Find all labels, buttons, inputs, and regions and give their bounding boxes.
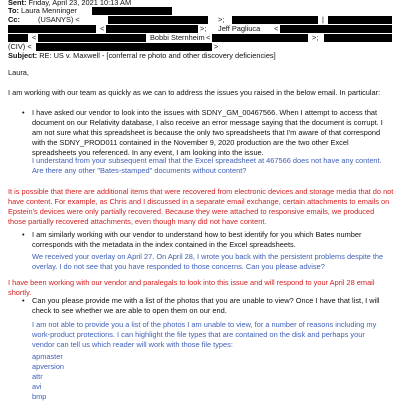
response-paragraph-1: It is possible that there are additional items that were recovered from electronic devices and storage media that do not have content. For example, as Chris and I discussed in a separate email exchange, certain attachments to emails on Epstein's devices were only partially recovered. Because they were attached to responsive emails, we produced those partially recovered attachments, even though many did not have content.: [8, 187, 394, 226]
response-paragraph-2: I have been working with our vendor and paralegals to look into this issue and will respond to your April 28 email shortly.: [8, 278, 375, 297]
list-item: avi: [32, 382, 42, 391]
to-label: To:: [8, 6, 19, 15]
redaction-bar: [108, 16, 208, 24]
redaction-bar: [212, 34, 308, 42]
cc-tail-1: >;: [218, 15, 225, 24]
intro-paragraph: I am working with our team as quickly as we can to address the issues you raised in the below email. In particular:: [8, 88, 381, 97]
redaction-bar: [280, 25, 392, 33]
redaction-bar: [92, 7, 172, 15]
redaction-bar: [36, 43, 212, 51]
bullet-item-2: • I am similarly working with our vendor to understand how to best identify for you which Bates number corresponds with the metadata in the index contained in the Excel spreadsheets.: [32, 230, 392, 250]
sent-value: Friday, April 23, 2021 10:13 AM: [28, 0, 132, 7]
cc-name-sternheim: Bobbi Sternheim: [150, 33, 205, 42]
subject-label: Subject:: [8, 51, 38, 60]
redaction-bar: [106, 25, 198, 33]
redaction-bar: [8, 25, 96, 33]
cc-line: [8, 15, 80, 24]
to-value: Laura Menninger: [21, 6, 77, 15]
redaction-bar: [8, 34, 28, 42]
cc-name-pagliuca: Jeff Pagliuca: [218, 24, 261, 33]
reply-paragraph-3: I am not able to provide you a list of the photos I am unable to view, for a number of reasons including my work-product protections. I can highlight the file types that are contained on the disk and perhaps your vendor can tell us which reader will work with those file types:: [32, 320, 377, 349]
subject-value: RE: US v. Maxwell - [conferral re photo and other discovery deficiencies]: [39, 51, 276, 60]
reply-paragraph-2: We received your overlay on April 27. On April 28, I wrote you back with the persistent problems despite the overlay. I do not see that you have responded to those concerns. Can you please advise?: [32, 252, 384, 271]
email-document: Sent: Friday, April 23, 2021 10:13 AM To: Laura Menninger Cc: (USANYS) < >; | < >; Jeff Pagliuca < < Bobbi Sternheim < >; (CIV) < > Subject: RE: US v. Maxwell - [conferral re photo and other discovery deficiencies] Laura, I am working with our team as quickly as we can to address the issues you raised in the below email. In particular: • I have asked our vendor to look into the issues with SDNY_GM_00467566. When I attempt to access that document on our Relativity database, I also receive an error message saying that the document is corrupt. I am not sure what this spreadsheet is because the only two spreadsheets that I'm aware of that correspond with the SDNY_PROD011 contained in the November 9, 2020 production are the two other Excel spreadsheets you referenced. In any event, I am looking into the issue. I understand from your subsequent email that the Excel spreadsheet at 467566 does not have any content. Are there any other "Bates-stamped" documents without content? It is possible that there are additional items that were recovered from electronic devices and storage media that do not have content. For example, as Chris and I discussed in a separate email exchange, certain attachments to emails on Epstein's devices were only partially recovered. Because they were attached to responsive emails, we produced those partially recovered attachments, even though many did not have content. • I am similarly working with our vendor to understand how to best identify for you which Bates number corresponds with the metadata in the index contained in the Excel spreadsheets. We received your overlay on April 27. On April 28, I wrote you back with the persistent problems despite the overlay. I do not see that you have responded to those concerns. Can you please advise? I have been working with our vendor and paralegals to look into this issue and will respond to your April 28 email shortly. • Can you please provide me with a list of the photos that you are unable to view? Once I have that list, I will check to see whether we are able to open them on our end. I am not able to provide you a list of the photos I am unable to view, for a number of reasons including my work-product protections. I can highlight the file types that are contained on the disk and perhaps your vendor can tell us which reader will work with those file types: apmaster apversion attr avi bmp: [0, 0, 400, 400]
reply-paragraph-1: I understand from your subsequent email that the Excel spreadsheet at 467566 does not have any content. Are there any other "Bates-stamped" documents without content?: [32, 156, 382, 175]
cc-label: Cc:: [8, 15, 20, 24]
redaction-bar: [324, 34, 392, 42]
cc-value: (USANYS) <: [38, 15, 80, 24]
redaction-bar: [38, 34, 146, 42]
list-item: apversion: [32, 362, 65, 371]
redaction-bar: [232, 16, 318, 24]
list-item: apmaster: [32, 352, 63, 361]
bullet-item-1: • I have asked our vendor to look into the issues with SDNY_GM_00467566. When I attempt to access that document on our Relativity database, I also receive an error message saying that the document is corrupt. I am not sure what this spreadsheet is because the only two spreadsheets that I'm aware of that correspond with the SDNY_PROD011 contained in the November 9, 2020 production are the two other Excel spreadsheets you referenced. In any event, I am looking into the issue.: [32, 108, 392, 158]
bullet-item-3: • Can you please provide me with a list of the photos that you are unable to view? Once I have that list, I will check to see whether we are able to open them on our end.: [32, 296, 394, 316]
greeting: Laura,: [8, 68, 29, 77]
redaction-bar: [328, 16, 392, 24]
list-item: bmp: [32, 392, 47, 401]
subject-line: [8, 51, 276, 60]
list-item: attr: [32, 372, 43, 381]
to-line: [8, 6, 77, 15]
civ-line: (CIV) <: [8, 42, 32, 51]
sent-label: Sent:: [8, 0, 27, 7]
